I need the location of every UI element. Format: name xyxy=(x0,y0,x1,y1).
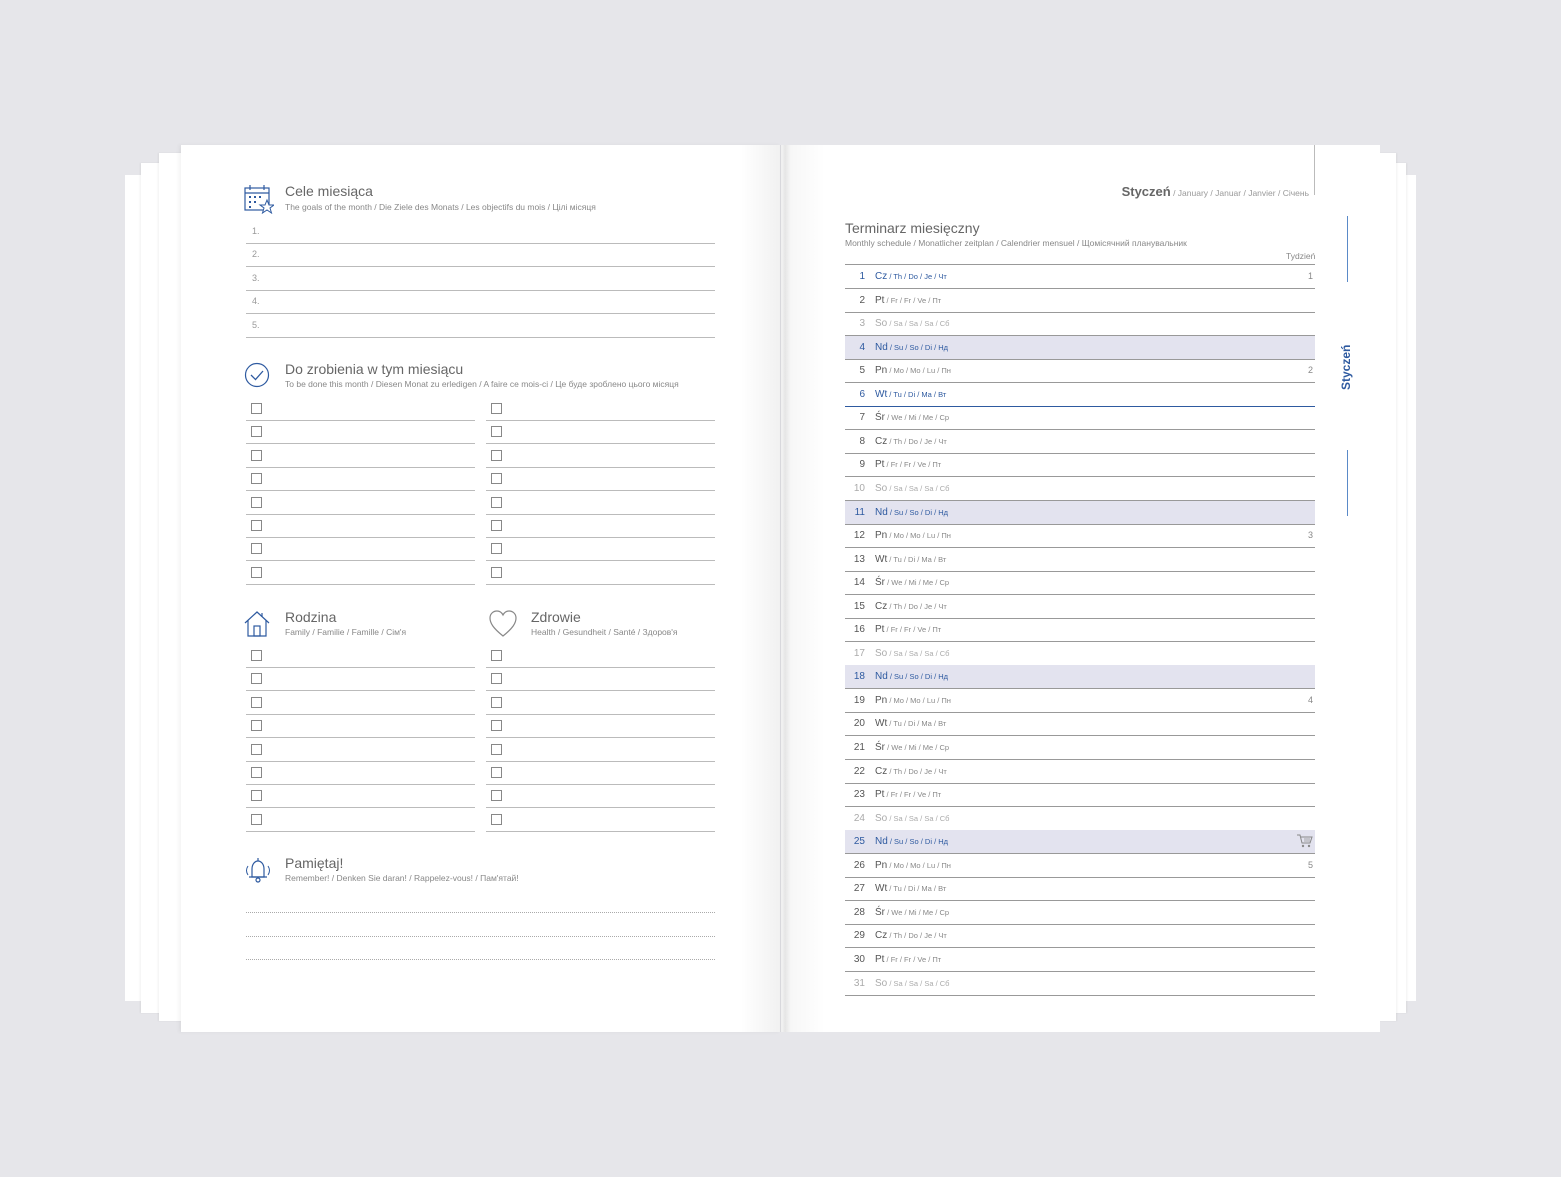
todo-checkbox[interactable] xyxy=(251,567,262,578)
day-name xyxy=(875,789,941,800)
day-translations: / Fr / Fr / Ve / Пт xyxy=(884,790,942,800)
day-number: 1 xyxy=(859,271,865,282)
day-translations: / Th / Do / Je / Чт xyxy=(887,766,947,776)
bell-icon xyxy=(244,856,274,886)
day-abbrev: Wt xyxy=(875,553,888,565)
day-row[interactable] xyxy=(845,807,1315,831)
day-name xyxy=(875,601,947,612)
month-header xyxy=(1122,184,1309,199)
week-number: 3 xyxy=(1307,530,1313,541)
day-number: 2 xyxy=(859,294,865,306)
day-name xyxy=(875,695,951,706)
day-translations: / Mo / Mo / Lu / Пн xyxy=(887,695,951,705)
day-number: 9 xyxy=(859,459,865,471)
day-number: 13 xyxy=(853,553,865,565)
day-abbrev: So xyxy=(875,482,888,494)
todo-checkbox[interactable] xyxy=(491,567,502,578)
day-number: 16 xyxy=(853,624,865,636)
check-circle-icon xyxy=(244,362,274,392)
heart-icon xyxy=(489,610,519,640)
day-row[interactable] xyxy=(845,430,1315,454)
family-health-checkbox[interactable] xyxy=(251,767,262,778)
day-abbrev: Pt xyxy=(875,624,885,636)
remember-subtitle: Remember! / Denken Sie daran! / Rappelez-vous! / Пам'ятай! xyxy=(285,873,519,883)
family-health-line[interactable] xyxy=(486,690,715,691)
goal-number: 3. xyxy=(252,272,260,283)
day-name xyxy=(875,271,947,282)
day-row[interactable] xyxy=(845,665,1315,689)
day-number: 8 xyxy=(859,435,865,447)
goal-line[interactable] xyxy=(246,266,715,267)
week-number: 5 xyxy=(1307,859,1313,870)
week-header: Tydzień xyxy=(1286,251,1316,261)
day-abbrev: Śr xyxy=(875,742,885,753)
day-abbrev: So xyxy=(875,812,888,824)
day-row[interactable] xyxy=(845,642,1315,666)
todo-checkbox[interactable] xyxy=(491,520,502,531)
day-row[interactable] xyxy=(845,783,1315,807)
day-abbrev: Wt xyxy=(875,883,888,895)
tab-line-top xyxy=(1347,216,1348,282)
day-abbrev: Wt xyxy=(875,718,888,730)
todo-line[interactable] xyxy=(486,514,715,515)
day-abbrev: Pt xyxy=(875,459,885,471)
day-row[interactable] xyxy=(845,760,1315,784)
day-row[interactable] xyxy=(845,854,1315,878)
remember-title: Pamiętaj! xyxy=(285,855,344,871)
family-health-line[interactable] xyxy=(486,831,715,832)
day-row[interactable] xyxy=(845,265,1315,289)
day-name xyxy=(875,907,949,918)
goal-number: 2. xyxy=(252,249,260,260)
day-number: 24 xyxy=(853,812,865,824)
day-number: 26 xyxy=(853,859,865,871)
day-translations: / Th / Do / Je / Чт xyxy=(887,931,947,941)
family-health-line[interactable] xyxy=(246,761,475,762)
day-row[interactable] xyxy=(845,571,1315,595)
family-health-line[interactable] xyxy=(246,714,475,715)
day-row[interactable] xyxy=(845,406,1315,430)
day-abbrev: Wt xyxy=(875,388,888,400)
todo-checkbox[interactable] xyxy=(491,403,502,414)
remember-line[interactable] xyxy=(246,959,715,960)
day-row[interactable] xyxy=(845,524,1315,548)
day-number: 27 xyxy=(853,883,865,895)
todo-checkbox[interactable] xyxy=(491,426,502,437)
todo-line[interactable] xyxy=(486,490,715,491)
day-abbrev: Pt xyxy=(875,789,885,801)
day-translations: / Su / So / Di / Нд xyxy=(887,672,949,682)
day-translations: / Sa / Sa / Sa / Сб xyxy=(887,978,950,988)
family-health-line[interactable] xyxy=(486,667,715,668)
day-number: 17 xyxy=(853,647,865,659)
goal-number: 5. xyxy=(252,319,260,330)
todo-line[interactable] xyxy=(246,537,475,538)
family-health-checkbox[interactable] xyxy=(251,697,262,708)
day-name xyxy=(875,365,951,376)
day-name xyxy=(875,718,946,729)
day-translations: / Sa / Sa / Sa / Сб xyxy=(887,813,950,823)
day-abbrev: Nd xyxy=(875,341,888,353)
day-row[interactable] xyxy=(845,830,1315,854)
family-health-line[interactable] xyxy=(486,761,715,762)
day-translations: / Th / Do / Je / Чт xyxy=(887,601,947,611)
todo-subtitle: To be done this month / Diesen Monat zu erledigen / A faire ce mois-ci / Це буде зроблено цього місяця xyxy=(285,379,679,389)
family-health-checkbox[interactable] xyxy=(251,790,262,801)
week-number: 1 xyxy=(1307,271,1313,281)
day-translations: / Su / So / Di / Нд xyxy=(887,342,949,352)
day-row[interactable] xyxy=(845,877,1315,901)
todo-line[interactable] xyxy=(246,467,475,468)
day-name xyxy=(875,860,951,871)
day-row[interactable] xyxy=(845,477,1315,501)
family-health-checkbox[interactable] xyxy=(251,720,262,731)
corner-divider xyxy=(1314,145,1315,195)
goal-number: 4. xyxy=(252,296,260,307)
todo-line[interactable] xyxy=(486,443,715,444)
family-health-checkbox[interactable] xyxy=(491,697,502,708)
day-number: 3 xyxy=(859,318,865,330)
day-number: 19 xyxy=(853,694,865,706)
goals-title: Cele miesiąca xyxy=(285,183,373,199)
day-translations: / Tu / Di / Ma / Вт xyxy=(887,554,947,564)
day-name xyxy=(875,554,946,565)
todo-checkbox[interactable] xyxy=(491,497,502,508)
todo-line[interactable] xyxy=(486,467,715,468)
family-health-checkbox[interactable] xyxy=(251,673,262,684)
day-translations: / Sa / Sa / Sa / Сб xyxy=(887,319,950,329)
day-row[interactable] xyxy=(845,948,1315,972)
day-translations: / We / Mi / Me / Ср xyxy=(885,578,950,588)
day-abbrev: Śr xyxy=(875,577,885,589)
day-number: 30 xyxy=(853,953,865,965)
left-page xyxy=(181,145,780,1032)
day-row[interactable] xyxy=(845,689,1315,713)
family-health-line[interactable] xyxy=(486,714,715,715)
day-name xyxy=(875,883,946,894)
day-number: 14 xyxy=(853,577,865,589)
todo-line[interactable] xyxy=(486,420,715,421)
todo-line[interactable] xyxy=(486,584,715,585)
day-abbrev: Cz xyxy=(875,271,888,282)
house-icon xyxy=(244,610,274,640)
day-row[interactable] xyxy=(845,383,1315,407)
family-subtitle: Family / Familie / Famille / Сім'я xyxy=(285,627,407,637)
todo-title: Do zrobienia w tym miesiącu xyxy=(285,361,464,377)
family-health-line[interactable] xyxy=(486,737,715,738)
day-name xyxy=(875,295,941,306)
family-health-line[interactable] xyxy=(486,807,715,808)
week-number: 2 xyxy=(1307,365,1313,376)
day-translations: / Fr / Fr / Ve / Пт xyxy=(884,954,942,964)
todo-line[interactable] xyxy=(246,443,475,444)
family-health-checkbox[interactable] xyxy=(251,814,262,825)
todo-checkbox[interactable] xyxy=(491,473,502,484)
day-number: 12 xyxy=(853,530,865,542)
day-row[interactable] xyxy=(845,901,1315,925)
day-translations: / Fr / Fr / Ve / Пт xyxy=(884,625,942,635)
goals-subtitle: The goals of the month / Die Ziele des Monats / Les objectifs du mois / Цілі місяця xyxy=(285,202,596,212)
goal-line[interactable] xyxy=(246,290,715,291)
day-abbrev: Śr xyxy=(875,906,885,918)
day-translations: / Su / So / Di / Нд xyxy=(887,507,949,517)
day-name xyxy=(875,954,941,965)
todo-checkbox[interactable] xyxy=(251,497,262,508)
day-name xyxy=(875,342,948,353)
day-number: 11 xyxy=(854,506,865,518)
day-name xyxy=(875,671,948,682)
day-abbrev: Cz xyxy=(875,930,888,942)
day-abbrev: Pt xyxy=(875,953,885,965)
todo-line[interactable] xyxy=(486,560,715,561)
goal-number: 1. xyxy=(252,226,260,236)
day-name xyxy=(875,930,947,941)
family-health-checkbox[interactable] xyxy=(491,650,502,661)
day-translations: / Su / So / Di / Нд xyxy=(887,837,949,847)
family-health-line[interactable] xyxy=(246,831,475,832)
family-health-checkbox[interactable] xyxy=(251,744,262,755)
family-health-line[interactable] xyxy=(246,667,475,668)
goal-line[interactable] xyxy=(246,313,715,314)
day-abbrev: Nd xyxy=(875,836,888,848)
day-row[interactable] xyxy=(845,972,1315,996)
todo-checkbox[interactable] xyxy=(251,450,262,461)
day-row[interactable] xyxy=(845,595,1315,619)
schedule-title: Terminarz miesięczny xyxy=(845,220,980,236)
todo-checkbox[interactable] xyxy=(251,473,262,484)
day-translations: / Tu / Di / Ma / Вт xyxy=(887,389,947,399)
day-row[interactable] xyxy=(845,312,1315,336)
remember-line[interactable] xyxy=(246,912,715,913)
day-number: 29 xyxy=(853,930,865,942)
day-abbrev: So xyxy=(875,318,888,330)
day-translations: / Fr / Fr / Ve / Пт xyxy=(884,295,942,305)
day-row[interactable] xyxy=(845,712,1315,736)
day-translations: / Tu / Di / Ma / Вт xyxy=(887,719,947,729)
day-name xyxy=(875,742,949,753)
family-health-checkbox[interactable] xyxy=(251,650,262,661)
day-name xyxy=(875,648,949,659)
day-translations: / Fr / Fr / Ve / Пт xyxy=(884,460,942,470)
day-translations: / Mo / Mo / Lu / Пн xyxy=(887,860,951,870)
day-name xyxy=(875,530,951,541)
day-translations: / Th / Do / Je / Чт xyxy=(887,272,947,281)
family-health-checkbox[interactable] xyxy=(491,673,502,684)
day-number: 21 xyxy=(853,742,865,753)
calendar-star-icon xyxy=(244,184,274,214)
day-row[interactable] xyxy=(845,289,1315,313)
family-title: Rodzina xyxy=(285,609,337,625)
goal-line[interactable] xyxy=(246,337,715,338)
day-name xyxy=(875,459,941,470)
day-number: 15 xyxy=(853,600,865,612)
day-name xyxy=(875,436,947,447)
day-number: 28 xyxy=(853,906,865,918)
day-number: 10 xyxy=(853,482,865,494)
goal-line[interactable] xyxy=(246,243,715,244)
day-name xyxy=(875,766,947,777)
day-number: 6 xyxy=(859,388,865,400)
family-health-checkbox[interactable] xyxy=(491,720,502,731)
day-abbrev: Nd xyxy=(875,506,888,518)
family-health-checkbox[interactable] xyxy=(491,790,502,801)
day-translations: / Mo / Mo / Lu / Пн xyxy=(887,366,951,376)
day-name xyxy=(875,836,948,847)
day-abbrev: Pn xyxy=(875,859,888,871)
family-health-line[interactable] xyxy=(246,737,475,738)
day-number: 7 xyxy=(859,412,865,424)
day-row[interactable] xyxy=(845,453,1315,477)
day-name xyxy=(875,813,949,824)
day-abbrev: Pn xyxy=(875,365,888,377)
day-abbrev: Śr xyxy=(875,412,885,424)
month-translations: / January / Januar / Janvier / Січень xyxy=(1170,188,1309,198)
day-name xyxy=(875,412,949,423)
day-row[interactable] xyxy=(845,548,1315,572)
day-number: 5 xyxy=(859,365,865,377)
day-abbrev: Pn xyxy=(875,530,888,542)
day-row[interactable] xyxy=(845,736,1315,760)
day-abbrev: Cz xyxy=(875,765,888,777)
day-row[interactable] xyxy=(845,618,1315,642)
day-translations: / Th / Do / Je / Чт xyxy=(887,436,947,446)
family-health-line[interactable] xyxy=(246,690,475,691)
month-tab[interactable]: Styczeń xyxy=(1339,344,1353,390)
day-abbrev: Pt xyxy=(875,294,885,306)
day-number: 31 xyxy=(853,977,865,989)
family-health-line[interactable] xyxy=(246,784,475,785)
day-row[interactable] xyxy=(845,501,1315,525)
day-name xyxy=(875,389,946,400)
family-health-checkbox[interactable] xyxy=(491,744,502,755)
day-translations: / We / Mi / Me / Ср xyxy=(885,743,950,752)
day-translations: / Mo / Mo / Lu / Пн xyxy=(887,531,951,541)
family-health-line[interactable] xyxy=(486,784,715,785)
day-name xyxy=(875,577,949,588)
todo-checkbox[interactable] xyxy=(491,450,502,461)
day-abbrev: Pn xyxy=(875,694,888,706)
todo-checkbox[interactable] xyxy=(251,520,262,531)
day-number: 22 xyxy=(853,765,865,777)
day-number: 25 xyxy=(853,836,865,848)
day-row[interactable] xyxy=(845,336,1315,360)
todo-checkbox[interactable] xyxy=(251,426,262,437)
todo-checkbox[interactable] xyxy=(251,403,262,414)
day-translations: / Sa / Sa / Sa / Сб xyxy=(887,648,950,658)
day-abbrev: So xyxy=(875,647,888,659)
family-health-line[interactable] xyxy=(246,807,475,808)
week-number: 4 xyxy=(1307,694,1313,705)
remember-line[interactable] xyxy=(246,936,715,937)
day-name xyxy=(875,624,941,635)
family-health-checkbox[interactable] xyxy=(491,767,502,778)
health-title: Zdrowie xyxy=(531,609,581,625)
day-translations: / We / Mi / Me / Ср xyxy=(885,413,950,423)
day-number: 20 xyxy=(853,718,865,730)
day-number: 18 xyxy=(853,671,865,683)
day-name xyxy=(875,318,949,329)
day-row[interactable] xyxy=(845,924,1315,948)
todo-line[interactable] xyxy=(246,514,475,515)
day-abbrev: Cz xyxy=(875,435,888,447)
day-abbrev: Nd xyxy=(875,671,888,683)
todo-line[interactable] xyxy=(246,560,475,561)
todo-line[interactable] xyxy=(486,537,715,538)
day-row[interactable] xyxy=(845,359,1315,383)
day-translations: / Sa / Sa / Sa / Сб xyxy=(887,483,950,493)
todo-checkbox[interactable] xyxy=(251,543,262,554)
day-abbrev: Cz xyxy=(875,600,888,612)
schedule-subtitle: Monthly schedule / Monatlicher zeitplan / Calendrier mensuel / Щомісячний планувальник xyxy=(845,238,1187,248)
health-subtitle: Health / Gesundheit / Santé / Здоров'я xyxy=(531,627,678,637)
day-number: 4 xyxy=(859,341,865,353)
month-name: Styczeń xyxy=(1121,184,1171,199)
day-name xyxy=(875,507,948,518)
day-translations: / We / Mi / Me / Ср xyxy=(885,907,950,917)
todo-line[interactable] xyxy=(246,420,475,421)
day-name xyxy=(875,978,949,989)
todo-checkbox[interactable] xyxy=(491,543,502,554)
day-name xyxy=(875,483,949,494)
day-abbrev: So xyxy=(875,977,888,989)
family-health-checkbox[interactable] xyxy=(491,814,502,825)
day-number: 23 xyxy=(853,789,865,801)
todo-line[interactable] xyxy=(246,584,475,585)
todo-line[interactable] xyxy=(246,490,475,491)
day-translations: / Tu / Di / Ma / Вт xyxy=(887,884,947,894)
tab-line-bottom xyxy=(1347,450,1348,516)
shopping-cart-icon xyxy=(1297,834,1313,848)
